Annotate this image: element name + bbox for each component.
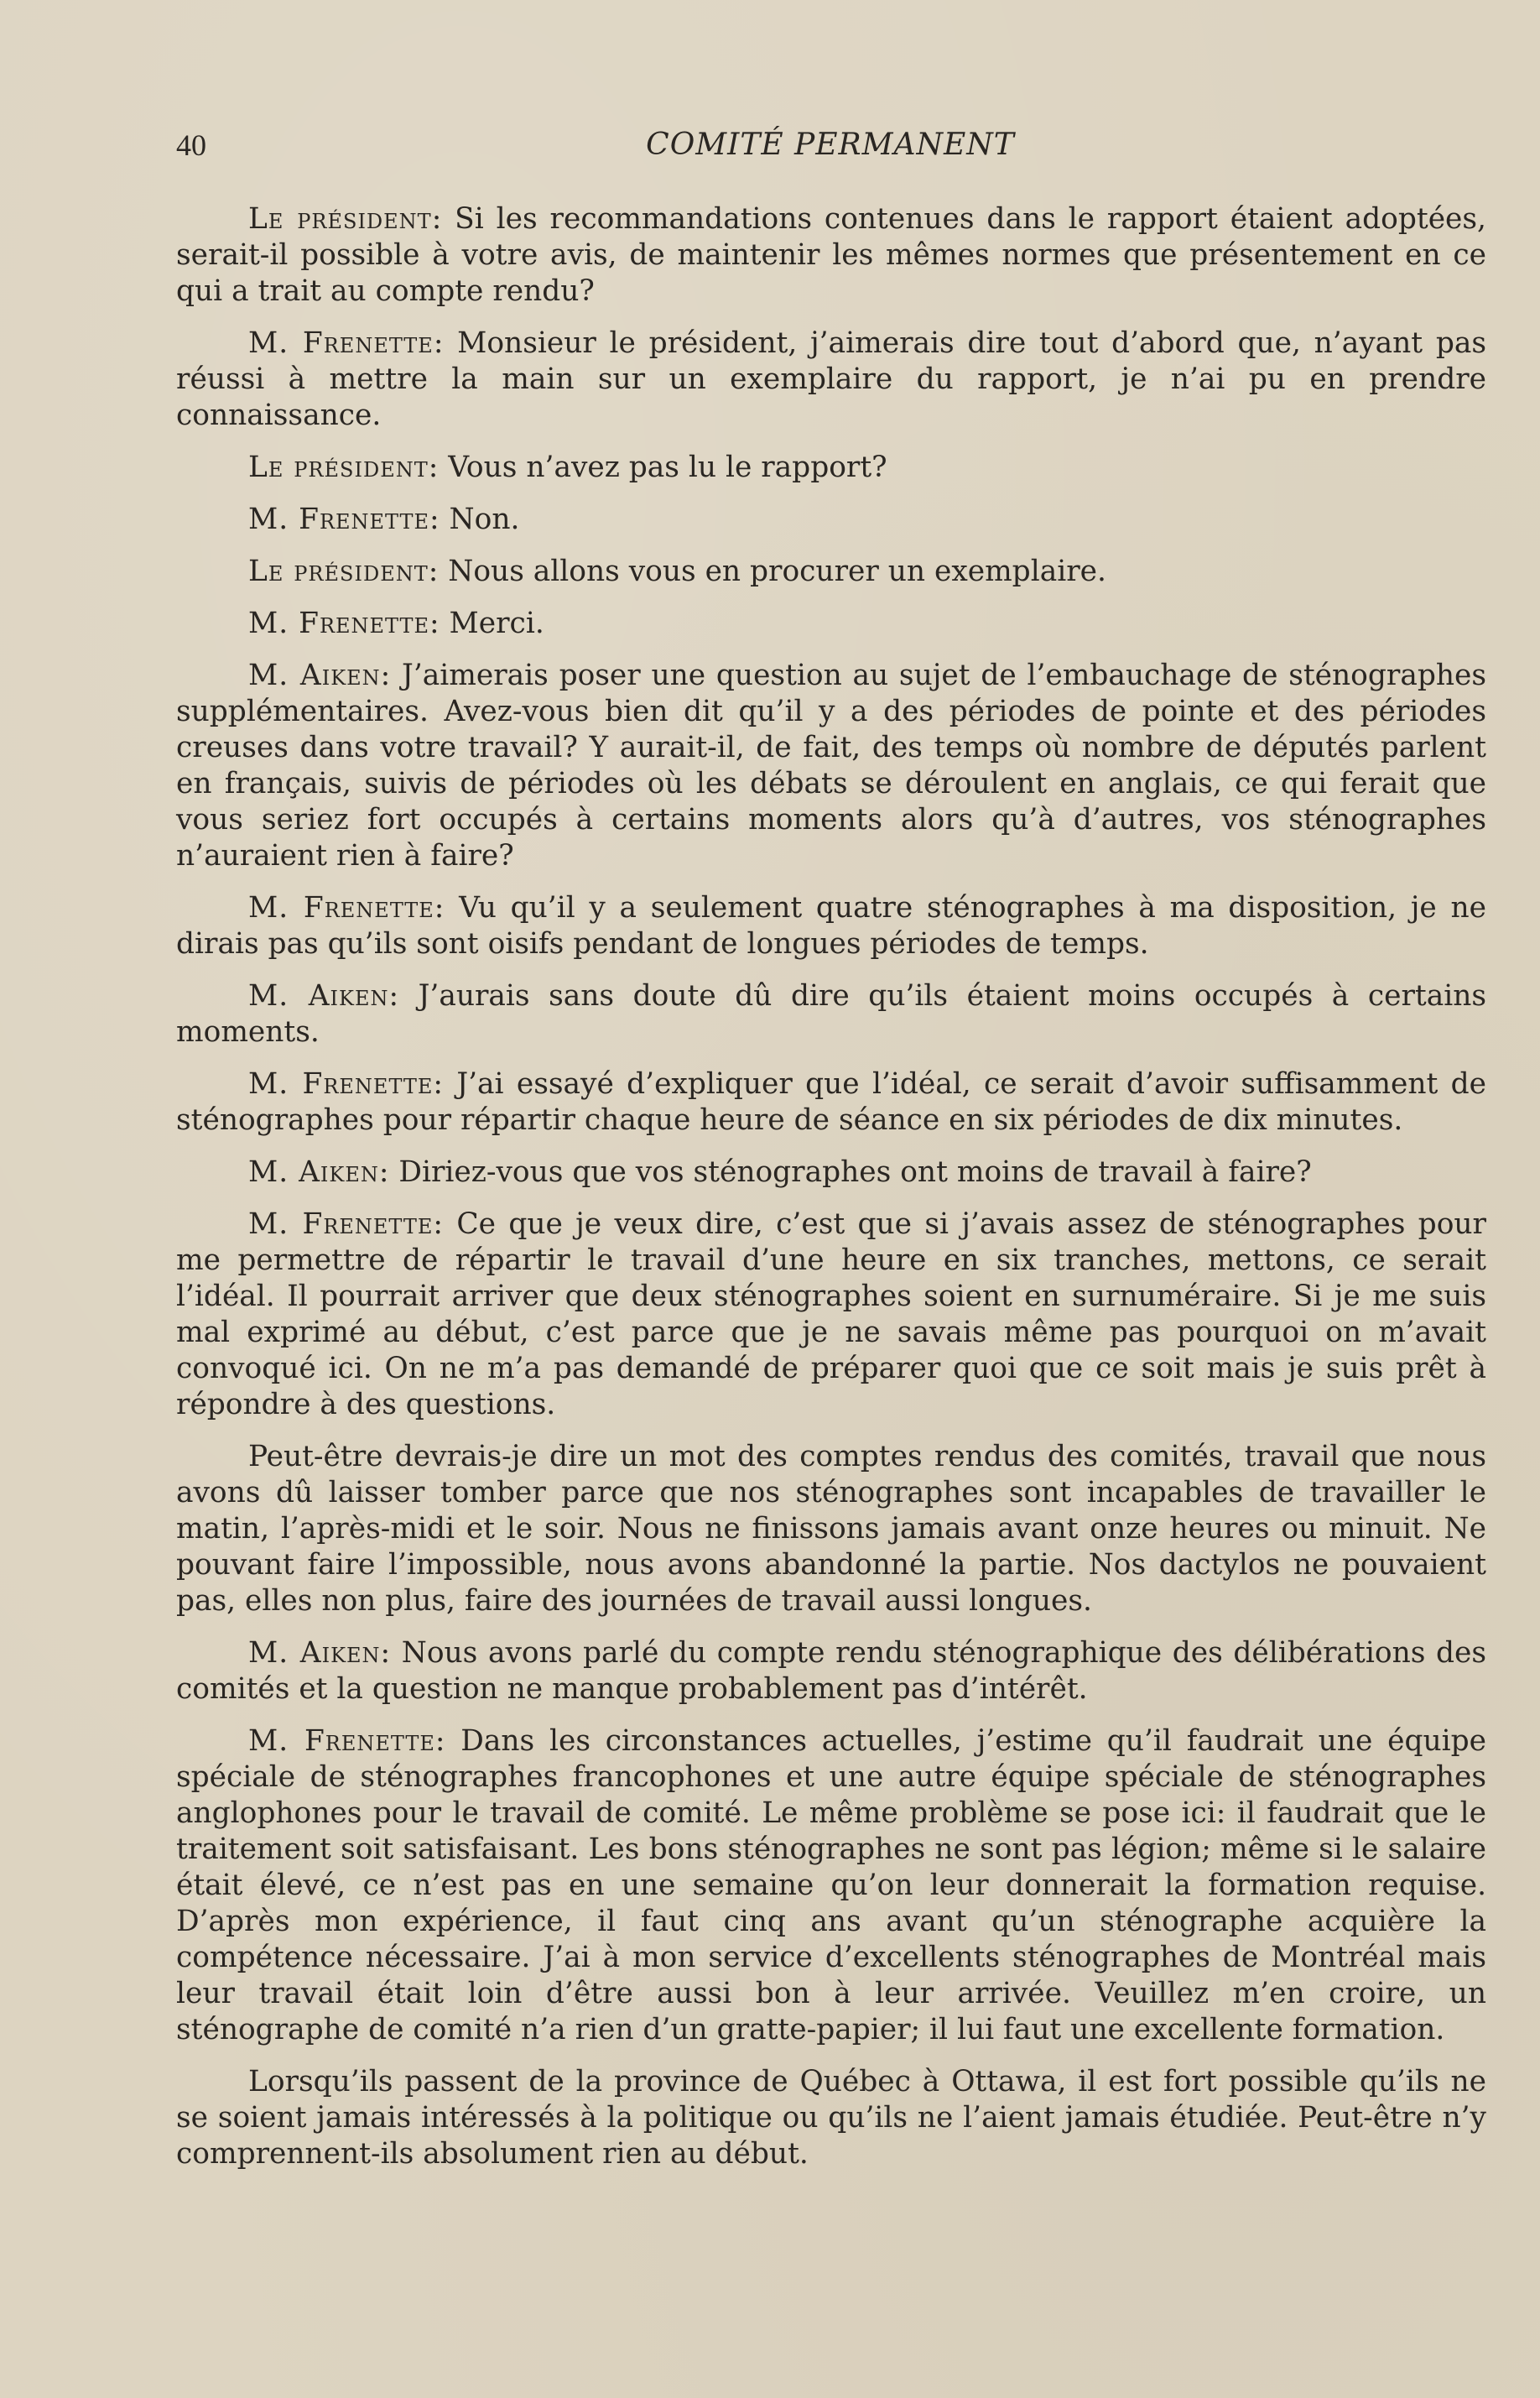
paragraph-text: Peut-être devrais-je dire un mot des comptes rendus des comités, travail que nous avons dû laisser tomber parce que nos sténographes sont incapables de travailler le matin, l’après-midi et le soir. Nous ne finissons jamais avant onze heures ou minuit. Ne pouvant faire l’impossible, nous avons abandonné la partie. Nos dactylos ne pouvaient pas, elles non plus, faire des journées de travail aussi longues. — [176, 1440, 1486, 1618]
paragraph — [176, 1207, 1486, 1423]
paragraph — [176, 978, 1486, 1050]
paragraph — [176, 2064, 1486, 2172]
paragraph — [176, 201, 1486, 310]
paragraph-text: J’aimerais poser une question au sujet de l’embauchage de sténographes supplémentaires. Avez-vous bien dit qu’il y a des périodes de pointe et des périodes creuses dans votre travail? Y aurait-il, de fait, des temps où nombre de députés parlent en français, suivis de périodes où les débats se déroulent en anglais, ce qui ferait que vous seriez fort occupés à certains moments alors qu’à d’autres, vos sténographes n’auraient rien à faire? — [176, 659, 1486, 873]
speaker-label: Le président: — [248, 555, 440, 588]
speaker-label: M. Frenette: — [248, 891, 445, 925]
speaker-label: M. Frenette: — [248, 1724, 446, 1758]
paragraph — [176, 554, 1486, 590]
paragraph — [176, 1723, 1486, 2048]
speaker-label: M. Frenette: — [248, 1207, 445, 1241]
header-title: COMITÉ PERMANENT — [646, 128, 1015, 162]
running-header — [176, 128, 1485, 168]
paragraph — [176, 890, 1486, 962]
paragraph-text: Diriez-vous que vos sténographes ont moins de travail à faire? — [389, 1155, 1312, 1189]
paragraph — [176, 326, 1486, 434]
paragraph-text: J’aurais sans doute dû dire qu’ils étaient moins occupés à certains moments. — [176, 979, 1486, 1049]
paragraph — [176, 1439, 1486, 1619]
paragraph-text: Monsieur le président, j’aimerais dire tout d’abord que, n’ayant pas réussi à mettre la main sur un exemplaire du rapport, je n’ai pu en prendre connaissance. — [176, 326, 1486, 432]
paragraph-text: Lorsqu’ils passent de la province de Québec à Ottawa, il est fort possible qu’ils ne se soient jamais intéressés à la politique ou qu’ils ne l’aient jamais étudiée. Peut-être n’y comprennent-ils absolument rien au début. — [176, 2065, 1486, 2171]
paragraph-text: Merci. — [440, 607, 544, 640]
speaker-label: M. Frenette: — [248, 326, 445, 360]
paragraph — [176, 450, 1486, 486]
speaker-label: M. Aiken: — [248, 1636, 392, 1670]
paragraph-text: Nous avons parlé du compte rendu sténographique des délibérations des comités et la question ne manque probablement pas d’intérêt. — [176, 1636, 1486, 1706]
paragraph — [176, 502, 1486, 538]
speaker-label: M. Aiken: — [248, 979, 400, 1013]
paragraph — [176, 606, 1486, 642]
speaker-label: M. Aiken: — [248, 659, 392, 692]
paragraph — [176, 1155, 1486, 1191]
speaker-label: M. Frenette: — [248, 607, 440, 640]
paragraph — [176, 1066, 1486, 1139]
paragraph-text: Ce que je veux dire, c’est que si j’avais assez de sténographes pour me permettre de répartir le travail d’une heure en six tranches, mettons, ce serait l’idéal. Il pourrait arriver que deux sténographes soient en surnuméraire. Si je me suis mal exprimé au début, c’est parce que je ne savais même pas pourquoi on m’avait convoqué ici. On ne m’a pas demandé de préparer quoi que ce soit mais je suis prêt à répondre à des questions. — [176, 1207, 1486, 1421]
paragraph-text: Vu qu’il y a seulement quatre sténographes à ma disposition, je ne dirais pas qu’ils sont oisifs pendant de longues périodes de temps. — [176, 891, 1486, 961]
paragraph — [176, 1635, 1486, 1707]
speaker-label: M. Frenette: — [248, 503, 440, 536]
speaker-label: Le président: — [248, 451, 440, 484]
paragraph-text: Nous allons vous en procurer un exemplaire. — [439, 555, 1106, 588]
body-text — [176, 201, 1486, 2188]
paragraph — [176, 658, 1486, 874]
speaker-label: Le président: — [248, 202, 443, 236]
speaker-label: M. Frenette: — [248, 1067, 445, 1101]
paragraph-text: J’ai essayé d’expliquer que l’idéal, ce serait d’avoir suffisamment de sténographes pour répartir chaque heure de séance en six périodes de dix minutes. — [176, 1067, 1486, 1137]
speaker-label: M. Aiken: — [248, 1155, 390, 1189]
paragraph-text: Si les recommandations contenues dans le rapport étaient adoptées, serait-il possible à votre avis, de maintenir les mêmes normes que présentement en ce qui a trait au compte rendu? — [176, 202, 1486, 308]
page-number: 40 — [176, 128, 206, 162]
paragraph-text: Dans les circonstances actuelles, j’estime qu’il faudrait une équipe spéciale de sténographes francophones et une autre équipe spéciale de sténographes anglophones pour le travail de comité. Le même problème se pose ici: il faudrait que le traitement soit satisfaisant. Les bons sténographes ne sont pas légion; même si le salaire était élevé, ce n’est pas en une semaine qu’on leur donnerait la formation requise. D’après mon expérience, il faut cinq ans avant qu’un sténographe acquière la compétence nécessaire. J’ai à mon service d’excellents sténographes de Montréal mais leur travail était loin d’être aussi bon à leur arrivée. Veuillez m’en croire, un sténographe de comité n’a rien d’un gratte-papier; il lui faut une excellente formation. — [176, 1724, 1486, 2046]
paragraph-text: Vous n’avez pas lu le rapport? — [439, 451, 887, 484]
paragraph-text: Non. — [440, 503, 520, 536]
